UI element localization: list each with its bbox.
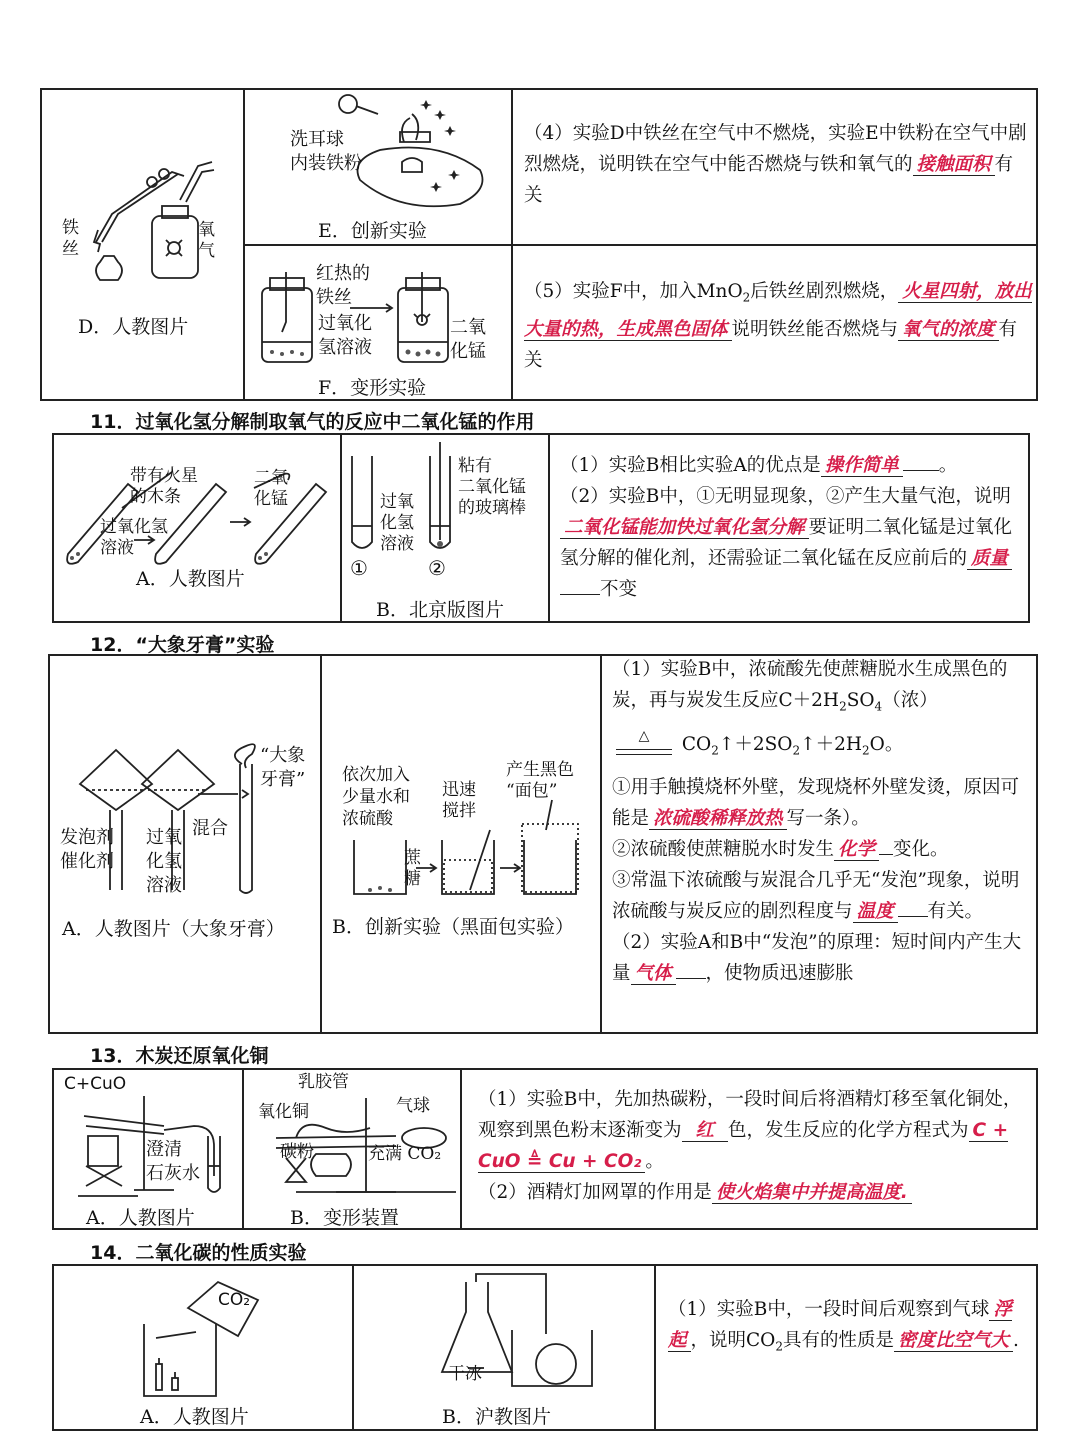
label-mno2: 二氧 化锰 xyxy=(254,468,288,509)
label-mix: 混合 xyxy=(192,818,228,839)
answer-red: 红 xyxy=(682,1120,729,1142)
answer-net-cover-purpose: 使火焰集中并提高温度. xyxy=(712,1182,912,1204)
answer-temperature: 温度 xyxy=(853,901,898,923)
label-h2o2-solution: 过氧 化氢 溶液 xyxy=(380,492,414,554)
label-sucrose: 蔗 糖 xyxy=(404,848,421,889)
label-foaming-catalyst: 发泡剂 催化剂 xyxy=(60,827,114,872)
caption-11a: A．人教图片 xyxy=(136,568,245,590)
question-11-1: （1）实验B相比实验A的优点是 操作简单 。 （2）实验B中，①无明显现象，②产生大量气泡，说明二氧化锰能加快过氧化氢分解 要证明二氧化锰是过氧化氢分解的催化剂，还需验证二氧化锰在反应前后的 质量不变 xyxy=(560,455,1013,600)
divider xyxy=(352,1264,354,1431)
divider xyxy=(243,244,1038,246)
label-dry-ice: 干冰 xyxy=(448,1364,482,1384)
answer-oxygen-concentration: 氧气的浓度 xyxy=(898,319,999,341)
answer-floats: 浮起 xyxy=(668,1299,1012,1351)
question-5: （5）实验F中，加入MnO$_2$后铁丝剧烈燃烧， 火星四射，放出大量的热，生成黑色固体 说明铁丝能否燃烧与 氧气的浓度 有关 xyxy=(524,281,1032,371)
caption-e: E．创新实验 xyxy=(318,220,427,242)
section-13-heading: 13．木炭还原氧化铜 xyxy=(90,1045,269,1067)
divider xyxy=(340,433,342,623)
label-iron-wire: 铁 丝 xyxy=(62,218,79,259)
label-tube-2: ② xyxy=(428,556,446,580)
answer-acid-dilution-heat: 浓硫酸稀释放热 xyxy=(649,808,787,830)
caption-12b: B．创新实验（黑面包实验） xyxy=(332,916,574,938)
label-black-bread: 产生黑色 “面包” xyxy=(506,760,574,801)
caption-13b: B．变形装置 xyxy=(290,1207,399,1229)
label-add-water-acid: 依次加入 少量水和 浓硫酸 xyxy=(342,765,410,829)
reaction-condition: △ xyxy=(638,727,650,744)
divider xyxy=(460,1068,462,1230)
label-quick-stir: 迅速 搅拌 xyxy=(442,780,476,821)
caption-d: D．人教图片 xyxy=(78,316,189,338)
label-glowing-splint: 带有火星 的木条 xyxy=(130,466,198,507)
answer-mno2-speeds-decomposition: 二氧化锰能加快过氧化氢分解 xyxy=(560,517,809,539)
label-limewater: 澄清 石灰水 xyxy=(146,1139,200,1184)
caption-14b: B．沪教图片 xyxy=(442,1406,551,1428)
answer-contact-area: 接触面积 xyxy=(913,154,995,176)
label-elephant-toothpaste: “大象 牙膏” xyxy=(260,745,306,790)
label-mno2-glass-rod: 粘有 二氧化锰 的玻璃棒 xyxy=(458,456,526,518)
label-h2o2-solution: 过氧化氢 溶液 xyxy=(100,517,168,558)
answer-mass: 质量 xyxy=(967,548,1012,570)
answer-equation: C + CuO ≜ Cu + CO₂ xyxy=(478,1120,1009,1172)
divider xyxy=(242,1068,244,1230)
caption-12a: A．人教图片（大象牙膏） xyxy=(62,918,285,940)
answer-simple-operation: 操作简单 xyxy=(821,455,903,477)
question-13: （1）实验B中，先加热碳粉，一段时间后将酒精灯移至氧化铜处，观察到黑色粉末逐渐变为 红 色，发生反应的化学方程式为 C + CuO ≜ Cu + CO₂ 。 （2）酒精灯加网罩的作用是 使火焰集中并提高温度. xyxy=(478,1089,1022,1203)
answer-observations: 火星四射，放出大量的热，生成黑色固体 xyxy=(524,281,1032,340)
question-12-1: （1）实验B中，浓硫酸先使蔗糖脱水生成黑色的炭，再与炭发生反应$C+2H_2SO_4$（浓） △ $CO_2↑+2SO_2↑+2H_2O$。 ①用手触摸烧杯外壁，发现烧杯外壁发烫，原因可能是 浓硫酸稀释放热 写一条）。 ②浓硫酸使蔗糖脱水时发生 化学 变化。 ③常温下浓硫酸与炭混合几乎无“发泡”现象，说明浓硫酸与炭反应的剧烈程度与 温度 有关。 （2）实验A和B中“发泡”的原理：短时间内产生大量 气体 ，使物质迅速膨胀 xyxy=(612,659,1022,985)
label-syringe-iron: 洗耳球 内装铁粉 xyxy=(290,129,362,174)
divider xyxy=(654,1264,656,1431)
caption-14a: A．人教图片 xyxy=(140,1406,249,1428)
label-tube-1: ① xyxy=(350,556,368,580)
label-hot-iron-wire: 红热的 铁丝 xyxy=(316,263,370,308)
divider xyxy=(548,433,550,623)
label-c-cuo: C+CuO xyxy=(64,1074,127,1094)
section-14-heading: 14．二氧化碳的性质实验 xyxy=(90,1242,307,1264)
label-oxygen: 氧 气 xyxy=(198,220,215,261)
label-mno2: 二氧 化锰 xyxy=(450,317,486,362)
label-h2o2-solution: 过氧化 氢溶液 xyxy=(318,313,372,358)
label-filled-co2: 充满 CO₂ xyxy=(368,1144,442,1164)
answer-gas: 气体 xyxy=(631,963,676,985)
label-balloon: 气球 xyxy=(396,1096,430,1116)
caption-13a: A．人教图片 xyxy=(86,1207,195,1229)
label-h2o2-solution: 过氧 化氢 溶液 xyxy=(146,827,182,896)
caption-11b: B．北京版图片 xyxy=(376,599,504,621)
section-12-heading: 12．“大象牙膏”实验 xyxy=(90,634,275,656)
question-14: （1）实验B中，一段时间后观察到气球 浮起 ，说明$CO_2$具有的性质是 密度比空气大 . xyxy=(668,1299,1019,1354)
label-latex-tube: 乳胶管 xyxy=(298,1072,349,1092)
label-co2: CO₂ xyxy=(218,1290,251,1310)
label-copper-oxide: 氧化铜 xyxy=(258,1102,309,1122)
divider xyxy=(320,654,322,1034)
section-11-heading: 11．过氧化氢分解制取氧气的反应中二氧化锰的作用 xyxy=(90,411,535,433)
caption-f: F．变形实验 xyxy=(318,377,427,399)
question-4: （4）实验D中铁丝在空气中不燃烧，实验E中铁粉在空气中剧烈燃烧，说明铁在空气中能否燃烧与铁和氧气的 接触面积 有关 xyxy=(524,123,1027,206)
label-carbon-powder: 碳粉 xyxy=(280,1142,314,1162)
divider xyxy=(600,654,602,1034)
answer-denser-than-air: 密度比空气大 xyxy=(894,1330,1013,1352)
answer-chemical: 化学 xyxy=(834,839,879,861)
